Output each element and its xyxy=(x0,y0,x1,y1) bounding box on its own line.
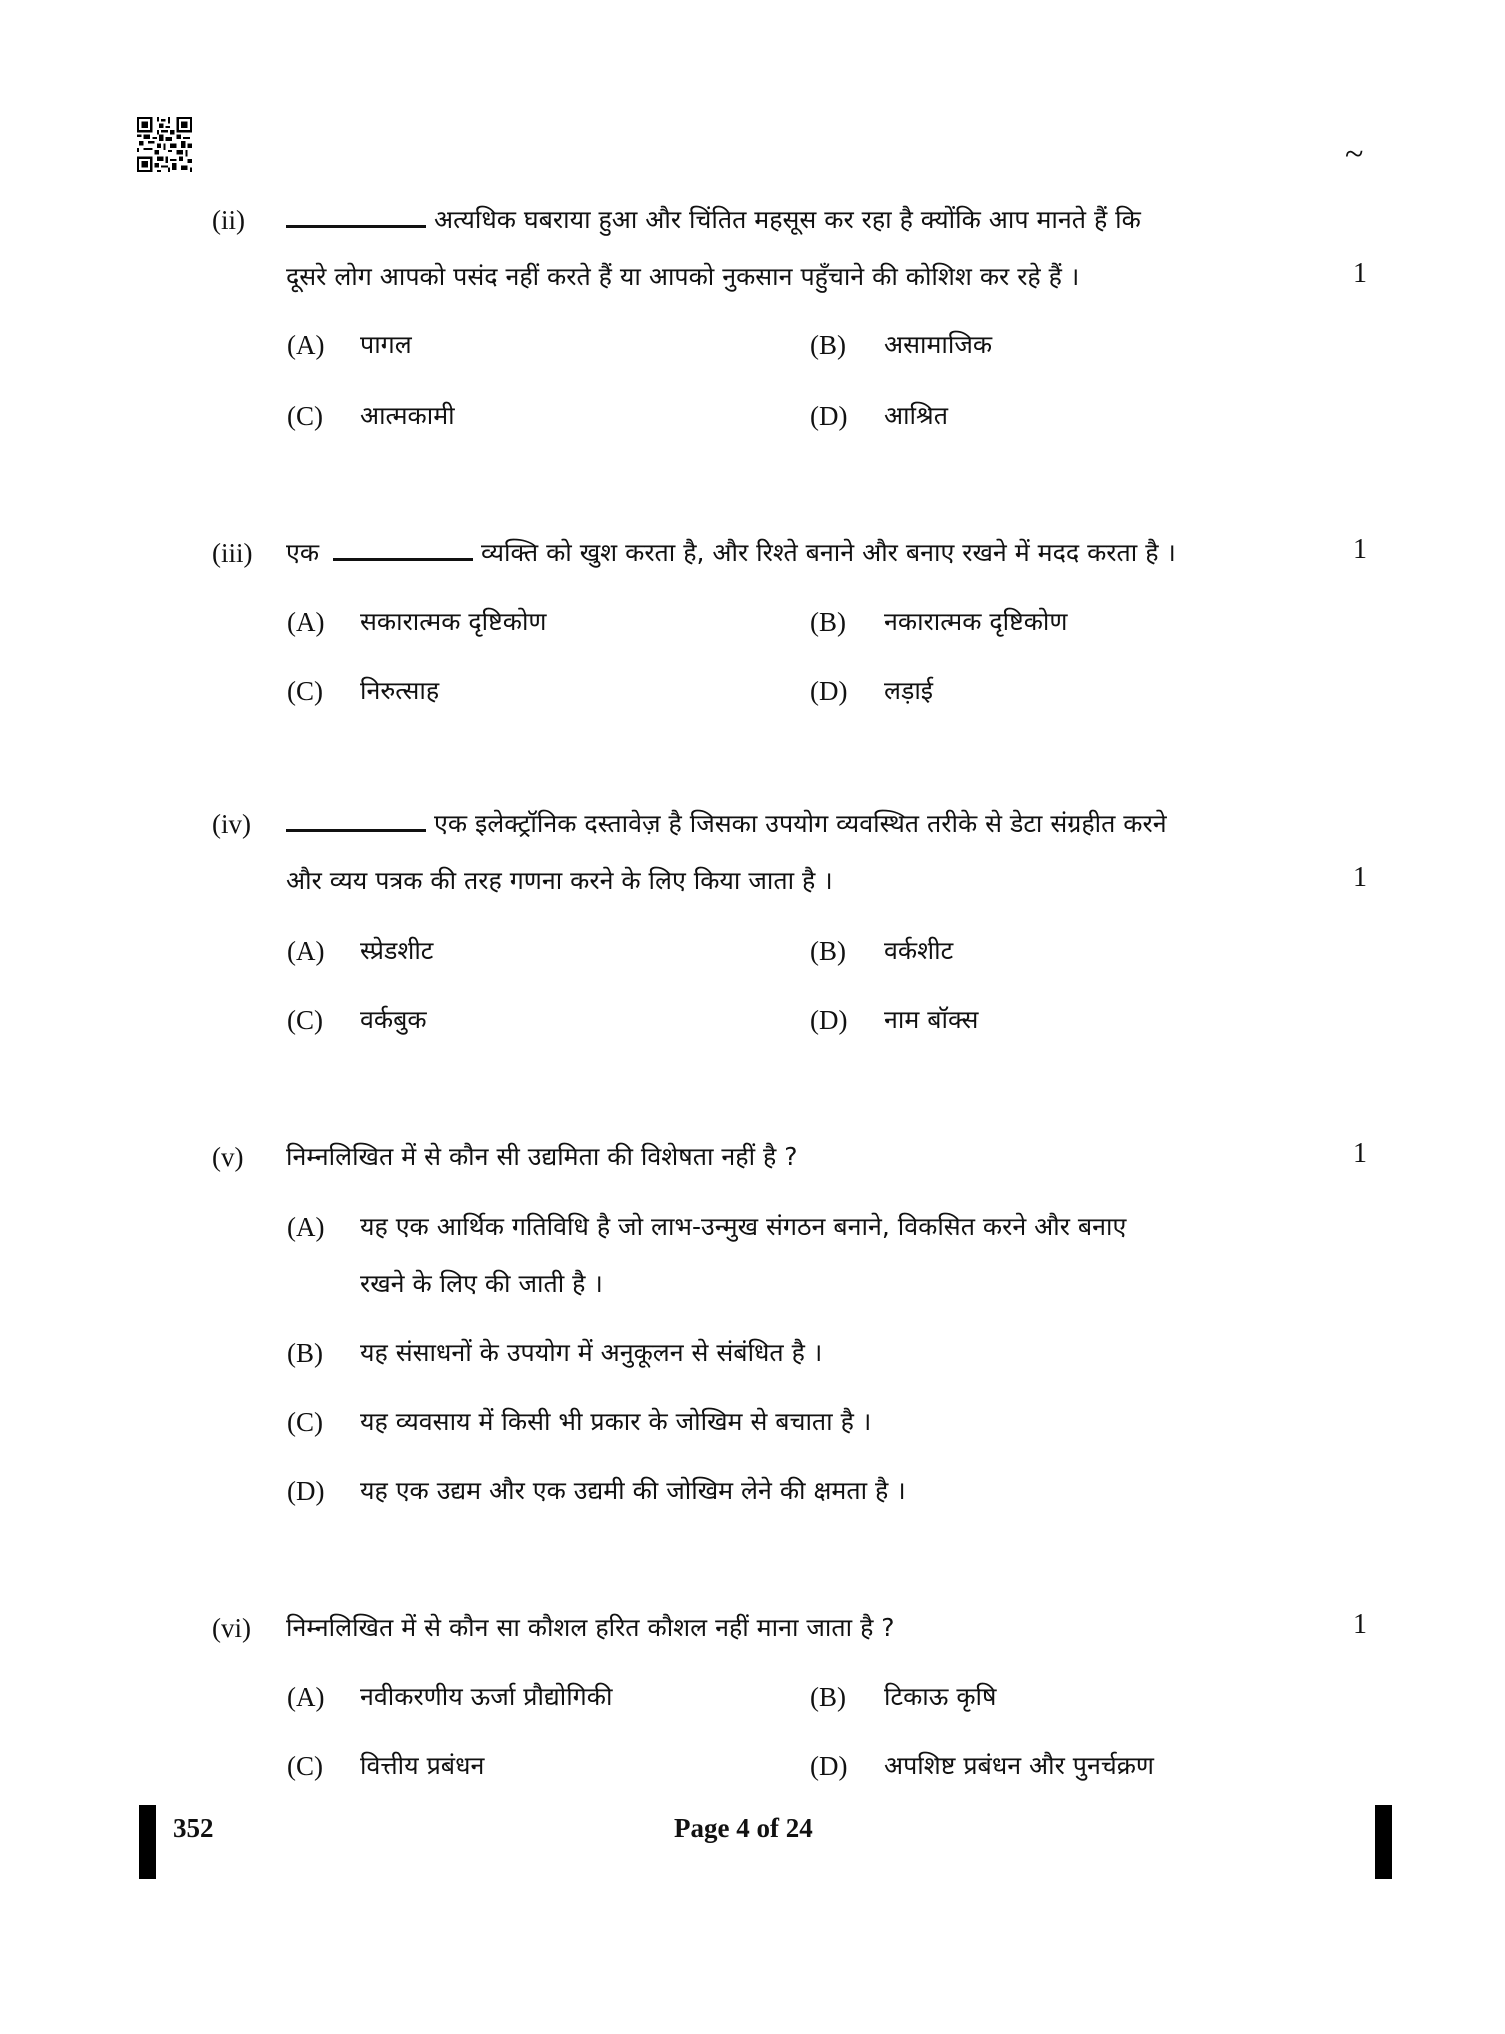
option-text-b: यह संसाधनों के उपयोग में अनुकूलन से संबंधित है । xyxy=(360,1338,823,1367)
option-label-d: (D) xyxy=(810,1751,848,1781)
option-label-b: (B) xyxy=(287,1338,323,1368)
marks-value: 1 xyxy=(1353,1138,1367,1169)
option-text-b: वर्कशीट xyxy=(884,936,954,965)
option-text-b: टिकाऊ कृषि xyxy=(884,1682,997,1711)
option-label-a: (A) xyxy=(287,1682,325,1712)
option-label-b: (B) xyxy=(810,1682,846,1712)
question-text-line1 xyxy=(286,203,1141,237)
question-text: एक इलेक्ट्रॉनिक दस्तावेज़ है जिसका उपयोग व्यवस्थित तरीके से डेटा संग्रहीत करने xyxy=(434,809,1167,838)
answer-blank xyxy=(286,809,426,832)
footer-left-bar xyxy=(139,1805,156,1879)
marks-value: 1 xyxy=(1353,862,1367,893)
question-text: व्यक्ति को खुश करता है, और रिश्ते बनाने और बनाए रखने में मदद करता है । xyxy=(480,538,1176,567)
option-text-a: नवीकरणीय ऊर्जा प्रौद्योगिकी xyxy=(360,1682,613,1711)
option-label-d: (D) xyxy=(810,1005,848,1035)
question-text-line1 xyxy=(286,807,1167,841)
option-text-a-continued: रखने के लिए की जाती है । xyxy=(360,1269,603,1298)
question-number: (vi) xyxy=(212,1613,251,1643)
option-text-a: पागल xyxy=(360,330,412,359)
option-text-c: वित्तीय प्रबंधन xyxy=(360,1751,485,1780)
paper-code: 352 xyxy=(173,1813,214,1843)
question-prefix: एक xyxy=(286,538,320,567)
answer-blank xyxy=(333,538,473,561)
option-label-c: (C) xyxy=(287,676,323,706)
option-text-c: निरुत्साह xyxy=(360,676,440,705)
qr-code-icon xyxy=(137,117,192,172)
option-label-b: (B) xyxy=(810,936,846,966)
option-text-a: सकारात्मक दृष्टिकोण xyxy=(360,607,547,636)
marks-value: 1 xyxy=(1353,258,1367,289)
question-text: निम्नलिखित में से कौन सी उद्यमिता की विशेषता नहीं है ? xyxy=(286,1142,798,1171)
question-number: (iii) xyxy=(212,538,253,568)
option-text-b: नकारात्मक दृष्टिकोण xyxy=(884,607,1068,636)
question-number: (ii) xyxy=(212,205,245,235)
question-text-line1 xyxy=(286,536,1176,570)
option-label-c: (C) xyxy=(287,1751,323,1781)
footer-right-bar xyxy=(1375,1805,1392,1879)
option-label-c: (C) xyxy=(287,1005,323,1035)
option-label-d: (D) xyxy=(287,1476,325,1506)
marks-value: 1 xyxy=(1353,1609,1367,1640)
option-text-b: असामाजिक xyxy=(884,330,993,359)
question-text: अत्यधिक घबराया हुआ और चिंतित महसूस कर रहा है क्योंकि आप मानते हैं कि xyxy=(434,205,1141,234)
question-number: (v) xyxy=(212,1142,244,1172)
option-text-a: स्प्रेडशीट xyxy=(360,936,434,965)
option-label-a: (A) xyxy=(287,607,325,637)
option-text-d: आश्रित xyxy=(884,401,948,430)
option-text-d: नाम बॉक्स xyxy=(884,1005,979,1034)
corner-mark: ~ xyxy=(1345,136,1364,173)
question-text-line2: दूसरे लोग आपको पसंद नहीं करते हैं या आपको नुकसान पहुँचाने की कोशिश कर रहे हैं । xyxy=(286,262,1080,291)
option-text-a: यह एक आर्थिक गतिविधि है जो लाभ-उन्मुख संगठन बनाने, विकसित करने और बनाए xyxy=(360,1212,1127,1241)
page-number: Page 4 of 24 xyxy=(674,1813,813,1843)
option-text-d: लड़ाई xyxy=(884,676,934,705)
option-label-c: (C) xyxy=(287,401,323,431)
option-text-c: आत्मकामी xyxy=(360,401,455,430)
option-label-c: (C) xyxy=(287,1407,323,1437)
option-text-d: अपशिष्ट प्रबंधन और पुनर्चक्रण xyxy=(884,1751,1154,1780)
option-text-c: यह व्यवसाय में किसी भी प्रकार के जोखिम से बचाता है । xyxy=(360,1407,872,1436)
answer-blank xyxy=(286,205,426,228)
option-label-a: (A) xyxy=(287,1212,325,1242)
question-text-line2: और व्यय पत्रक की तरह गणना करने के लिए किया जाता है । xyxy=(286,866,833,895)
option-text-c: वर्कबुक xyxy=(360,1005,427,1034)
option-label-a: (A) xyxy=(287,330,325,360)
question-number: (iv) xyxy=(212,809,251,839)
option-label-b: (B) xyxy=(810,607,846,637)
option-label-b: (B) xyxy=(810,330,846,360)
marks-value: 1 xyxy=(1353,534,1367,565)
question-text: निम्नलिखित में से कौन सा कौशल हरित कौशल नहीं माना जाता है ? xyxy=(286,1613,895,1642)
option-label-a: (A) xyxy=(287,936,325,966)
option-label-d: (D) xyxy=(810,401,848,431)
option-label-d: (D) xyxy=(810,676,848,706)
option-text-d: यह एक उद्यम और एक उद्यमी की जोखिम लेने की क्षमता है । xyxy=(360,1476,906,1505)
